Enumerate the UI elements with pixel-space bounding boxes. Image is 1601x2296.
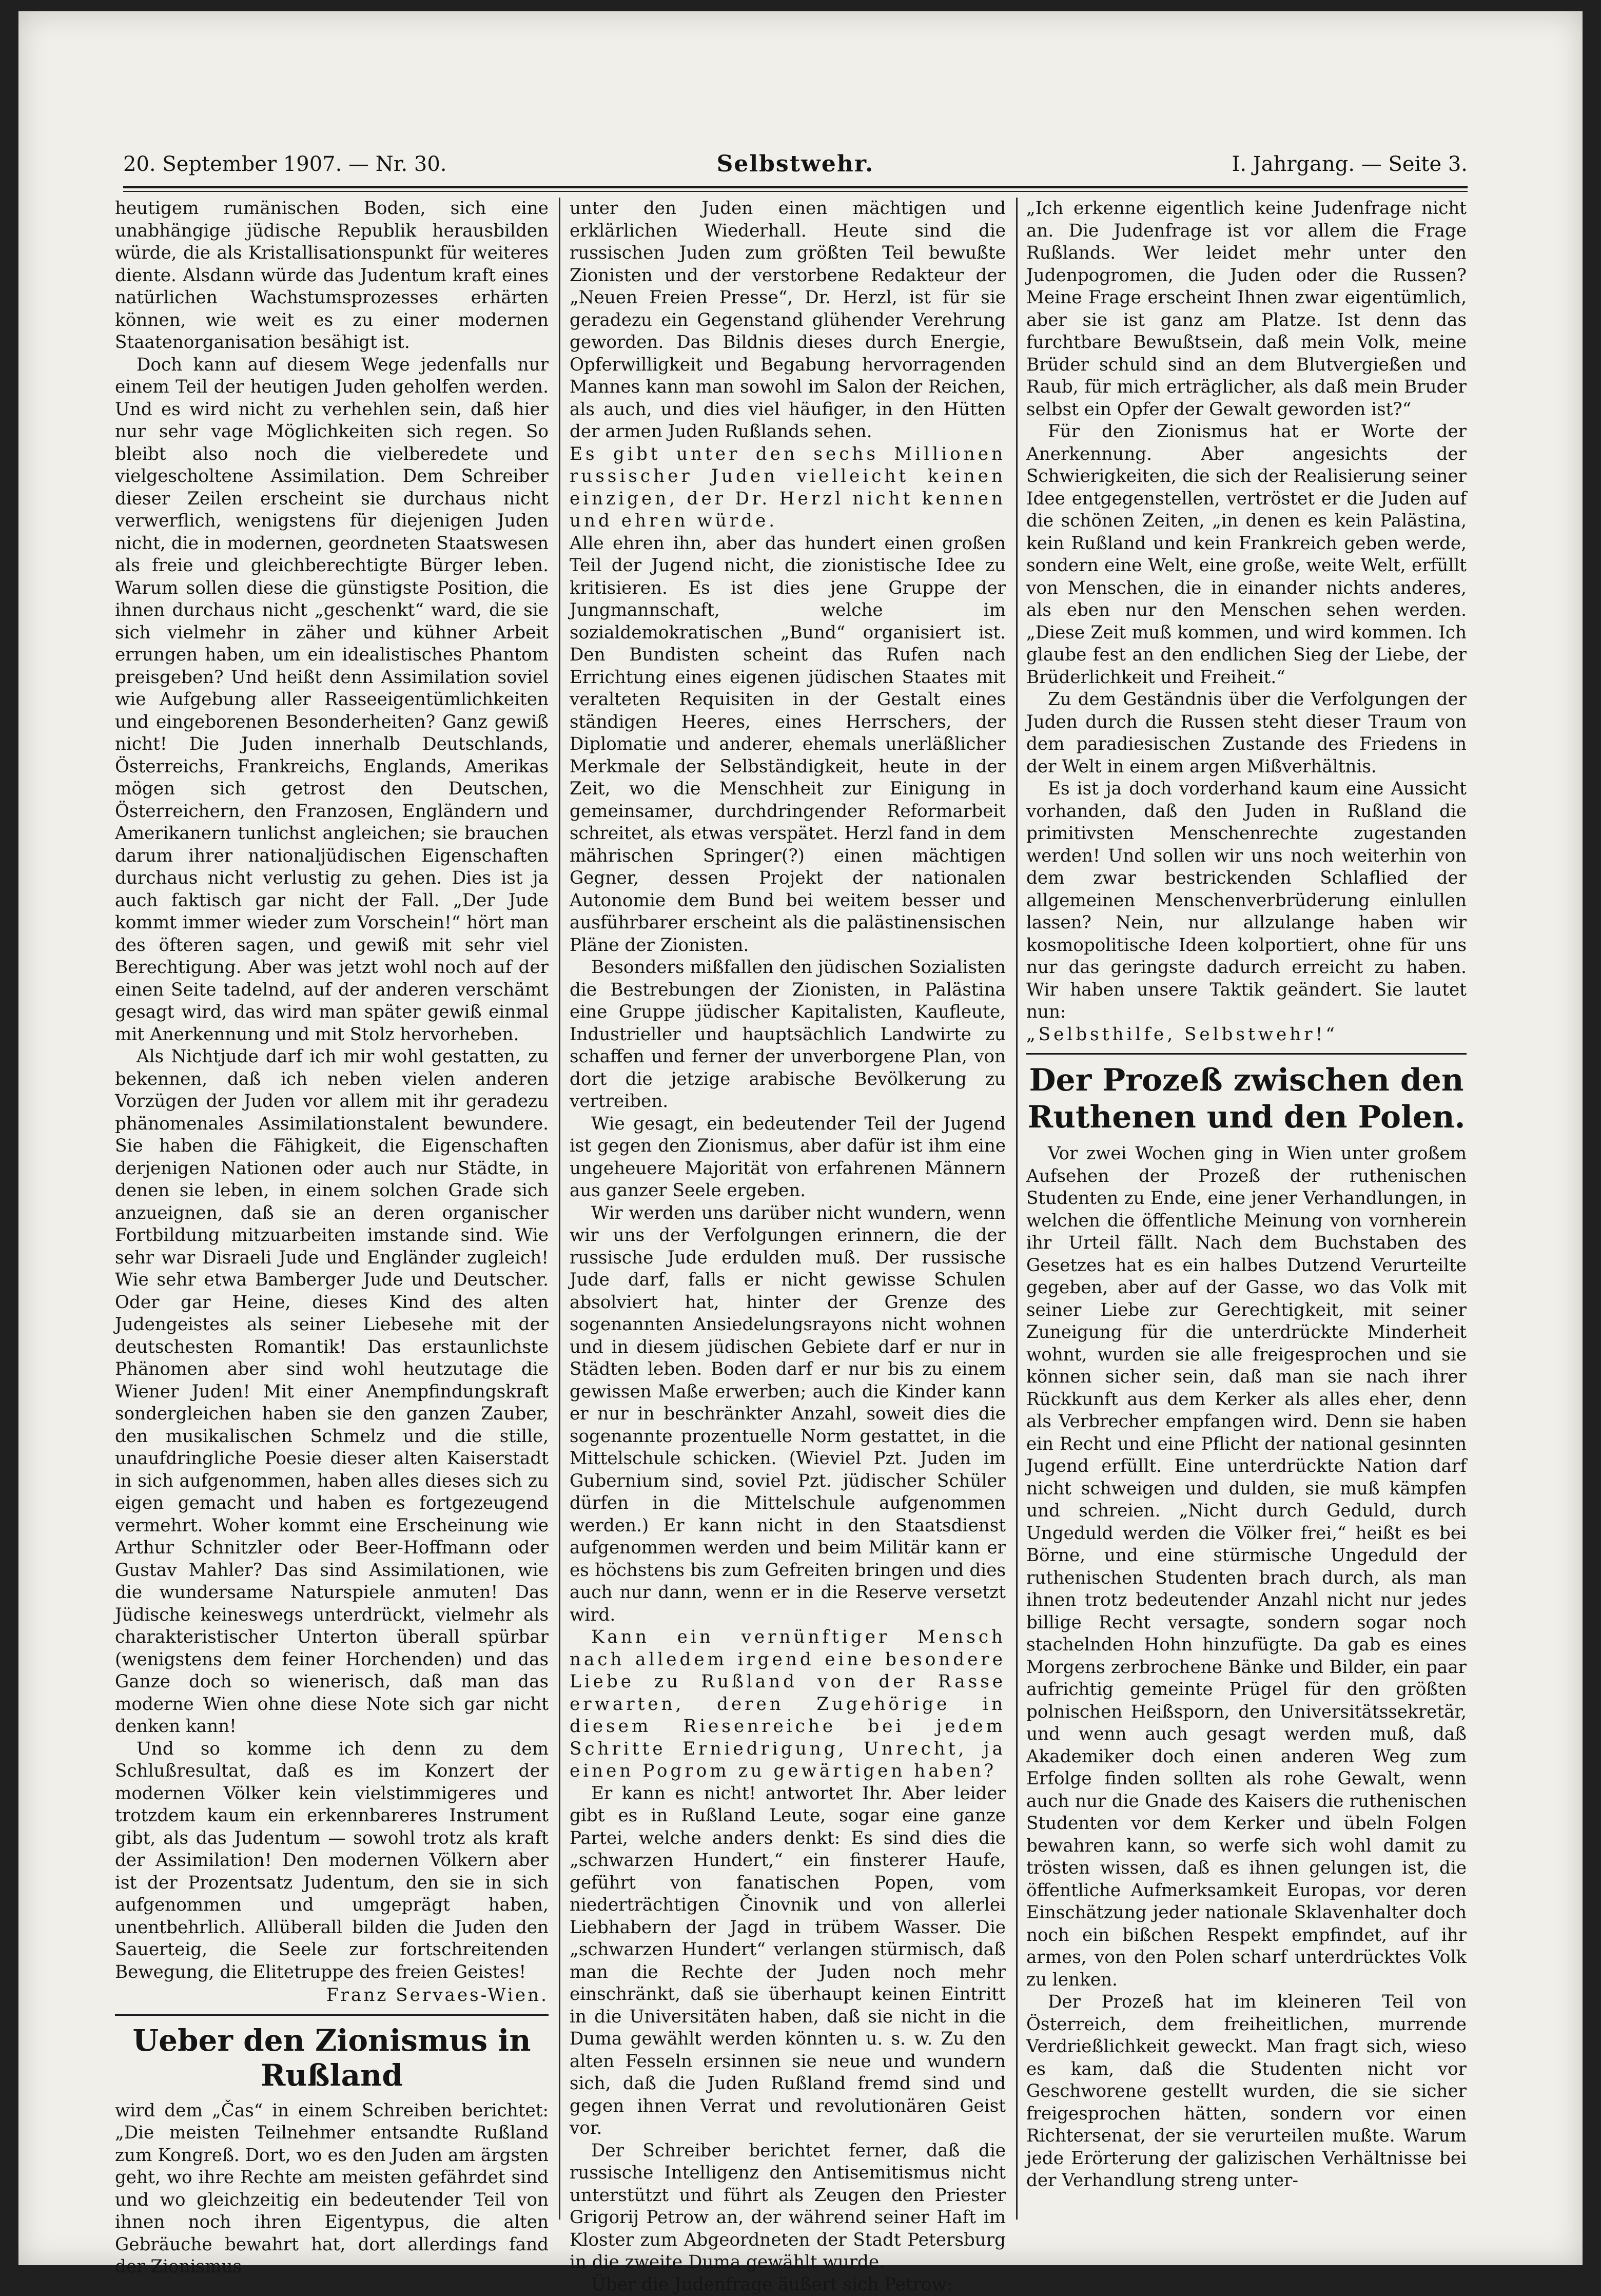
paragraph: wird dem „Čas“ in einem Schreiben berichtet: „Die meisten Teilnehmer entsandte Rußland zum Kongreß. Dort, wo es den Juden am ärgsten geht, wo ihre Rechte am meisten gefährdet sind und wo gleichzeitig ein bedeutender Teil von ihnen noch ihren Eigentypus, die alten Gebräuche bewahrt hat, dort allerdings fand der Zionismus xyxy=(115,2100,549,2279)
paragraph: Doch kann auf diesem Wege jedenfalls nur einem Teil der heutigen Juden geholfen werden. Und es wird nicht zu verhehlen sein, daß hier nur sehr vage Möglichkeiten sich regen. So bleibt also noch die vielberedete und vielgescholtene Assimilation. Dem Schreiber dieser Zeilen erscheint sie durchaus nicht verwerflich, wenigstens für diejenigen Juden nicht, die in modernen, geordneten Staatswesen als freie und gleichberechtigte Bürger leben. Warum sollen diese die günstigste Position, die ihnen durchaus nicht „geschenkt“ ward, die sie sich vielmehr in zäher und kühner Arbeit errungen haben, um ein idealistisches Phantom preisgeben? Und heißt denn Assimilation soviel wie Aufgebung aller Rasseeigentümlichkeiten und eingeborenen Besonderheiten? Ganz gewiß nicht! Die Juden innerhalb Deutschlands, Österreichs, Frankreichs, Englands, Amerikas mögen sich getrost den Deutschen, Österreichern, den Franzosen, Engländern und Amerikanern tunlichst angleichen; sie brauchen darum ihrer nationaljüdischen Eigenschaften durchaus nicht verlustig zu gehen. Dies ist ja auch faktisch gar nicht der Fall. „Der Jude kommt immer wieder zum Vorschein!“ hört man des öfteren sagen, und gewiß mit sehr viel Berechtigung. Aber was jetzt wohl noch auf der einen Seite tadelnd, auf der anderen verschämt gesagt wird, das wird man später gewiß einmal mit Anerkennung und mit Stolz hervorheben. xyxy=(115,354,549,1046)
volume-page: I. Jahrgang. — Seite 3. xyxy=(1232,149,1468,180)
paragraph: Vor zwei Wochen ging in Wien unter großem Aufsehen der Prozeß der ruthenischen Studenten zu Ende, eine jener Verhandlungen, in welchen die öffentliche Meinung von vornherein ihr Urteil fällt. Nach dem Buchstaben des Gesetzes hat es ein halbes Dutzend Verurteilte gegeben, aber auf der Gasse, wo das Volk mit seiner Liebe zur Gerechtigkeit, mit seiner Zuneigung für die unterdrückte Minderheit wohnt, wurden sie alle freigesprochen und sie können sicher sein, daß man sie nach ihrer Rückkunft aus dem Kerker als alles eher, denn als Verbrecher empfangen wird. Denn sie haben ein Recht und eine Pflicht der national gesinnten Jugend erfüllt. Eine unterdrückte Nation darf nicht schweigen und dulden, sie muß kämpfen und schreien. „Nicht durch Geduld, durch Ungeduld werden die Völker frei,“ heißt es bei Börne, und eine stürmische Ungeduld der ruthenischen Studenten brach durch, als man ihnen trotz bedeutender Anzahl nicht nur jedes billige Recht versagte, sondern sogar noch stachelnden Hohn hinzufügte. Da gab es eines Morgens zerbrochene Bänke und Bilder, ein paar aufrichtig gemeinte Prügel für den größten polnischen Heißsporn, den Universitätssekretär, und wenn auch gesagt werden muß, daß Akademiker doch einen anderen Weg zum Erfolge finden sollten als rohe Gewalt, wenn auch nur die Gnade des Kaisers die ruthenischen Studenten vor dem Kerker und übeln Folgen bewahren kann, so werfe sich wohl damit zu trösten wissen, daß es ihnen gelungen ist, die öffentliche Aufmerksamkeit Europas, vor deren Einschätzung jeder nationale Sklavenhalter doch noch ein bißchen Respekt empfindet, auf ihr armes, von den Polen scharf unterdrücktes Volk zu lenken. xyxy=(1026,1143,1467,1991)
column-1 xyxy=(115,198,549,2220)
paragraph: Der Prozeß hat im kleineren Teil von Österreich, dem freiheitlichen, murrende Verdrießlichkeit geweckt. Man fragt sich, wieso es kam, daß die Studenten nicht vor Geschworene gestellt wurden, die sie sicher freigesprochen hätten, sondern vor einen Richtersenat, der sie verurteilen mußte. Warum jede Erörterung der galizischen Verhältnisse bei der Verhandlung streng unter- xyxy=(1026,1991,1467,2192)
column-divider xyxy=(559,198,560,2220)
paragraph: Wir werden uns darüber nicht wundern, wenn wir uns der Verfolgungen erinnern, die der russische Jude erdulden muß. Der russische Jude darf, falls er nicht gewisse Schulen absolviert hat, hinter der Grenze des sogenannten Ansiedelungsrayons nicht wohnen und in diesem jüdischen Gebiete darf er nur in Städten leben. Boden darf er nur bis zu einem gewissen Maße erwerben; auch die Kinder kann er nur in beschränkter Anzahl, soweit dies die sogenannte prozentuelle Norm gestattet, in die Mittelschule schicken. (Wieviel Pzt. Juden im Gubernium sind, soviel Pzt. jüdischer Schüler dürfen in die Mittelschule aufgenommen werden.) Er kann nicht in den Staatsdienst aufgenommen werden und beim Militär kann er es höchstens bis zum Gefreiten bringen und dies auch nur dann, wenn er in die Reserve versetzt wird. xyxy=(570,1202,1006,1627)
paragraph: „Ich erkenne eigentlich keine Judenfrage nicht an. Die Judenfrage ist vor allem die Frage Rußlands. Wer leidet mehr unter den Judenpogromen, die Juden oder die Russen? Meine Frage erscheint Ihnen zwar eigentümlich, aber sie ist ganz am Platze. Ist denn das furchtbare Bewußtsein, daß mein Volk, meine Brüder schuld sind an dem Blutvergießen und Raub, für mich erträglicher, als daß mein Bruder selbst ein Opfer der Gewalt geworden ist?“ xyxy=(1026,198,1467,421)
paragraph: Er kann es nicht! antwortet Ihr. Aber leider gibt es in Rußland Leute, sogar eine ganze Partei, welche anders denkt: Es sind dies die „schwarzen Hundert,“ ein finsterer Haufe, geführt von fanatischen Popen, vom niederträchtigen Činovnik und von allerlei Liebhabern der Jagd in trübem Wasser. Die „schwarzen Hundert“ verlangen stürmisch, daß man die Rechte der Juden noch mehr einschränkt, daß sie überhaupt keinen Eintritt in die Universitäten haben, daß sie nicht in die Duma gewählt werden könnten u. s. w. Zu den alten Fesseln ersinnen sie neue und wundern sich, daß die Juden Rußland fremd sind und gegen ihnen Verrat und revolutionären Geist vor. xyxy=(570,1783,1006,2140)
author-signature: Franz Servaes-Wien. xyxy=(115,1984,549,2007)
paragraph: heutigem rumänischen Boden, sich eine unabhängige jüdische Republik herausbilden würde, die als Kristallisationspunkt für weiteres diente. Alsdann würde das Judentum kraft eines natürlichen Wachstumsprozesses erhärten können, wie weit es zu einer modernen Staatenorganisation besähigt ist. xyxy=(115,198,549,354)
paragraph: Alle ehren ihn, aber das hundert einen großen Teil der Jugend nicht, die zionistische Idee zu kritisieren. Es ist dies jene Gruppe der Jungmannschaft, welche im sozialdemokratischen „Bund“ organisiert ist. Den Bundisten scheint das Rufen nach Errichtung eines eigenen jüdischen Staates mit veralteten Requisiten in der Gestalt eines ständigen Heeres, eines Herrschers, der Diplomatie und anderer, ehemals unerläßlicher Merkmale der Selbständigkeit, heute in der Zeit, wo die Menschheit zur Einigung in gemeinsamer, durchdringender Reformarbeit schreitet, als etwas verspätet. Herzl fand in dem mährischen Springer(?) einen mächtigen Gegner, dessen Projekt der nationalen Autonomie dem Bund bei weitem besser und ausführbarer erscheint als die palästinensischen Pläne der Zionisten. xyxy=(570,533,1006,957)
paragraph: Besonders mißfallen den jüdischen Sozialisten die Bestrebungen der Zionisten, in Palästina eine Gruppe jüdischer Kapitalisten, Kaufleute, Industrieller und hauptsächlich Landwirte zu schaffen und ferner der unverborgene Plan, von dort die jetzige arabische Bevölkerung zu vertreiben. xyxy=(570,957,1006,1113)
header-rule xyxy=(123,186,1468,188)
paragraph: Für den Zionismus hat er Worte der Anerkennung. Aber angesichts der Schwierigkeiten, die sich der Realisierung seiner Idee entgegenstellen, vertröstet er die Juden auf die schönen Zeiten, „in denen es kein Palästina, kein Rußland und kein Frankreich geben werde, sondern eine Welt, eine große, weite Welt, erfüllt von Menschen, die in einander nichts anderes, als eben nur den Menschen sehen werden. „Diese Zeit muß kommen, und wird kommen. Ich glaube fest an den endlichen Sieg der Liebe, der Brüderlichkeit und Freiheit.“ xyxy=(1026,421,1467,689)
issue-date: 20. September 1907. — Nr. 30. xyxy=(123,149,447,180)
section-rule xyxy=(115,2014,549,2016)
paragraph-emphasis: Kann ein vernünftiger Mensch nach alledem irgend eine besondere Liebe zu Rußland von der Rasse erwarten, deren Zugehörige in diesem Riesenreiche bei jedem Schritte Erniedrigung, Unrecht, ja einen Pogrom zu gewärtigen haben? xyxy=(570,1626,1006,1783)
paragraph: Wie gesagt, ein bedeutender Teil der Jugend ist gegen den Zionismus, aber dafür ist ihm eine ungeheuere Majorität von erfahrenen Männern aus ganzer Seele ergeben. xyxy=(570,1113,1006,1202)
page-header xyxy=(123,149,1468,182)
paragraph: Der Schreiber berichtet ferner, daß die russische Intelligenz den Antisemitismus nicht unterstützt und führt als Zeugen den Priester Grigorij Petrow an, der während seiner Haft im Kloster zum Abgeordneten der Stadt Petersburg in die zweite Duma gewählt wurde. xyxy=(570,2140,1006,2274)
paragraph: Es ist ja doch vorderhand kaum eine Aussicht vorhanden, daß den Juden in Rußland die primitivsten Menschenrechte zugestanden werden! Und sollen wir uns noch weiterhin von dem zwar bestrickenden Schlaflied der allgemeinen Menschenverbrüderung einlullen lassen? Nein, nur allzulange haben wir kosmopolitische Ideen kolportiert, ohne für uns nur das geringste dadurch erreicht zu haben. Wir haben unsere Taktik geändert. Sie lautet nun: xyxy=(1026,778,1467,1024)
paragraph: Und so komme ich denn zu dem Schlußresultat, daß es im Konzert der modernen Völker kein vielstimmigeres und trotzdem kaum ein erkennbareres Instrument gibt, als das Judentum — sowohl trotz als kraft der Assimilation! Den modernen Völkern aber ist der Prozentsatz Judentum, den sie in sich aufgenommen und umgeprägt haben, unentbehrlich. Allüberall bilden die Juden den Sauerteig, die Seele zur fortschreitenden Bewegung, die Elitetruppe des freien Geistes! xyxy=(115,1738,549,1984)
paragraph-emphasis: Es gibt unter den sechs Millionen russischer Juden vielleicht keinen einzigen, der Dr. Herzl nicht kennen und ehren würde. xyxy=(570,443,1006,533)
article-heading: Der Prozeß zwischen den Ruthenen und den Polen. xyxy=(1026,1062,1467,1136)
slogan: „Selbsthilfe, Selbstwehr!“ xyxy=(1026,1024,1467,1046)
column-divider xyxy=(1016,198,1018,2220)
header-rule-thin xyxy=(123,191,1468,192)
paragraph: Über die Judenfrage äußert sich Petrow: xyxy=(570,2274,1006,2296)
paragraph: Zu dem Geständnis über die Verfolgungen der Juden durch die Russen steht dieser Traum von dem paradiesischen Zustande des Friedens in der Welt in einem argen Mißverhältnis. xyxy=(1026,689,1467,778)
column-3 xyxy=(1026,198,1467,2220)
paragraph: Als Nichtjude darf ich mir wohl gestatten, zu bekennen, daß ich neben vielen anderen Vorzügen der Juden vor allem mit ihr geradezu phänomenales Assimilationstalent bewundere. Sie haben die Fähigkeit, die Eigenschaften derjenigen Nationen oder auch nur Städte, in denen sie leben, in einem solchen Grade sich anzueignen, daß sie an deren organischer Fortbildung mitzuarbeiten imstande sind. Wie sehr war Disraeli Jude und Engländer zugleich! Wie sehr etwa Bamberger Jude und Deutscher. Oder gar Heine, dieses Kind des alten Judengeistes als seiner Liebesehe mit der deutschesten Romantik! Das erstaunlichste Phänomen aber sind wohl heutzutage die Wiener Juden! Mit einer Anempfindungskraft sondergleichen haben sie den ganzen Zauber, den musikalischen Schmelz und die stille, unaufdringliche Poesie dieser alten Kaiserstadt in sich aufgenommen, haben alles dieses sich zu eigen gemacht und haben es fortgezeugend vermehrt. Woher kommt eine Erscheinung wie Arthur Schnitzler oder Beer-Hoffmann oder Gustav Mahler? Das sind Assimilationen, wie die wundersame Naturspiele anmuten! Das Jüdische keineswegs unterdrückt, vielmehr als charakteristischer Unterton überall spürbar (wenigstens dem feiner Horchenden) und das Ganze doch so wienerisch, daß man das moderne Wien ohne diese Note sich gar nicht denken kann! xyxy=(115,1046,549,1738)
masthead-title: Selbstwehr. xyxy=(123,149,1468,180)
article-heading: Ueber den Zionismus in Rußland xyxy=(115,2023,549,2093)
section-rule xyxy=(1026,1053,1467,1055)
paragraph: unter den Juden einen mächtigen und erklärlichen Wiederhall. Heute sind die russischen Juden zum größten Teil bewußte Zionisten und der verstorbene Redakteur der „Neuen Freien Presse“, Dr. Herzl, ist für sie geradezu ein Gegenstand glühender Verehrung geworden. Das Bildnis dieses durch Energie, Opferwilligkeit und Begabung hervorragenden Mannes kann man sowohl im Salon der Reichen, als auch, und dies viel häufiger, in den Hütten der armen Juden Rußlands sehen. xyxy=(570,198,1006,443)
column-2 xyxy=(570,198,1006,2220)
